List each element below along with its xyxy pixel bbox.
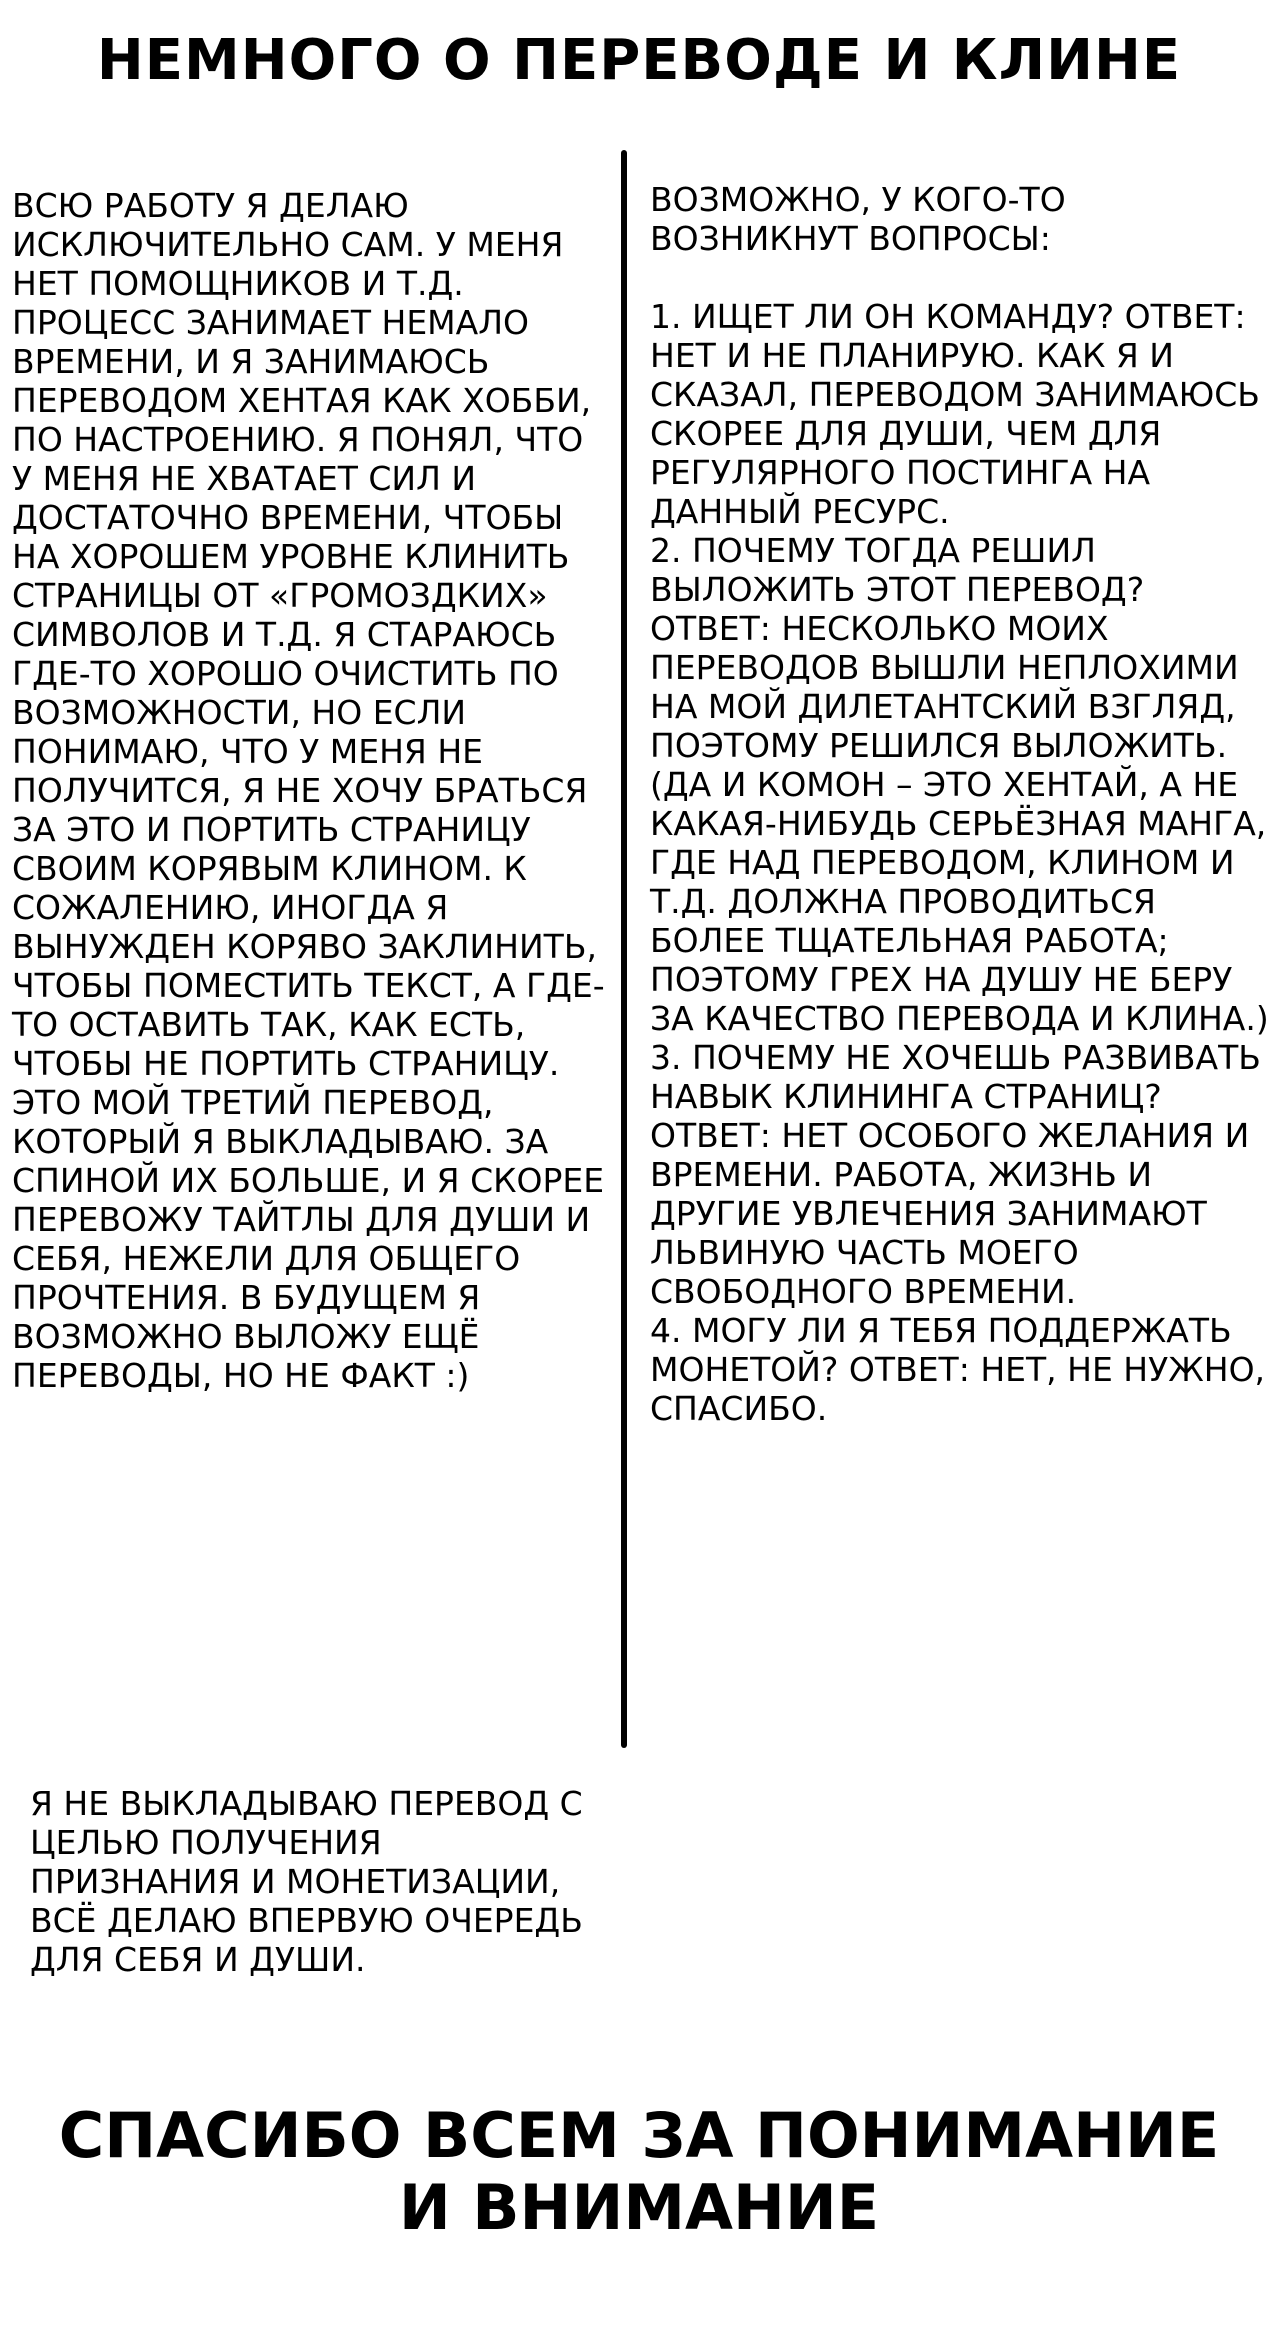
- page-title: НЕМНОГО О ПЕРЕВОДЕ И КЛИНЕ: [96, 28, 1182, 93]
- column-divider: [621, 150, 627, 1748]
- faq-item-3: 3. ПОЧЕМУ НЕ ХОЧЕШЬ РАЗВИВАТЬ НАВЫК КЛИНИНГА СТРАНИЦ? ОТВЕТ: НЕТ ОСОБОГО ЖЕЛАНИЯ И ВРЕМЕНИ. РАБОТА, ЖИЗНЬ И ДРУГИЕ УВЛЕЧЕНИЯ ЗАНИМАЮТ ЛЬВИНУЮ ЧАСТЬ МОЕГО СВОБОДНОГО ВРЕМЕНИ.: [650, 1038, 1261, 1311]
- thanks-heading: [0, 2100, 1278, 2244]
- closing-note: Я НЕ ВЫКЛАДЫВАЮ ПЕРЕВОД С ЦЕЛЬЮ ПОЛУЧЕНИЯ ПРИЗНАНИЯ И МОНЕТИЗАЦИИ, ВСЁ ДЕЛАЮ ВПЕРВУЮ ОЧЕРЕДЬ ДЛЯ СЕБЯ И ДУШИ.: [30, 1784, 583, 1979]
- right-column-faq: [650, 180, 1270, 1428]
- faq-item-4: 4. МОГУ ЛИ Я ТЕБЯ ПОДДЕРЖАТЬ МОНЕТОЙ? ОТВЕТ: НЕТ, НЕ НУЖНО, СПАСИБО.: [650, 1311, 1266, 1428]
- faq-item-1: 1. ИЩЕТ ЛИ ОН КОМАНДУ? ОТВЕТ: НЕТ И НЕ ПЛАНИРУЮ. КАК Я И СКАЗАЛ, ПЕРЕВОДОМ ЗАНИМАЮСЬ СКОРЕЕ ДЛЯ ДУШИ, ЧЕМ ДЛЯ РЕГУЛЯРНОГО ПОСТИНГА НА ДАННЫЙ РЕСУРС.: [650, 297, 1260, 531]
- faq-intro: ВОЗМОЖНО, У КОГО-ТО ВОЗНИКНУТ ВОПРОСЫ:: [650, 180, 1066, 258]
- left-column-paragraph: ВСЮ РАБОТУ Я ДЕЛАЮ ИСКЛЮЧИТЕЛЬНО САМ. У МЕНЯ НЕТ ПОМОЩНИКОВ И Т.Д. ПРОЦЕСС ЗАНИМАЕТ НЕМАЛО ВРЕМЕНИ, И Я ЗАНИМАЮСЬ ПЕРЕВОДОМ ХЕНТАЯ КАК ХОББИ, ПО НАСТРОЕНИЮ. Я ПОНЯЛ, ЧТО У МЕНЯ НЕ ХВАТАЕТ СИЛ И ДОСТАТОЧНО ВРЕМЕНИ, ЧТОБЫ НА ХОРОШЕМ УРОВНЕ КЛИНИТЬ СТРАНИЦЫ ОТ «ГРОМОЗДКИХ» СИМВОЛОВ И Т.Д. Я СТАРАЮСЬ ГДЕ-ТО ХОРОШО ОЧИСТИТЬ ПО ВОЗМОЖНОСТИ, НО ЕСЛИ ПОНИМАЮ, ЧТО У МЕНЯ НЕ ПОЛУЧИТСЯ, Я НЕ ХОЧУ БРАТЬСЯ ЗА ЭТО И ПОРТИТЬ СТРАНИЦУ СВОИМ КОРЯВЫМ КЛИНОМ. К СОЖАЛЕНИЮ, ИНОГДА Я ВЫНУЖДЕН КОРЯВО ЗАКЛИНИТЬ, ЧТОБЫ ПОМЕСТИТЬ ТЕКСТ, А ГДЕ-ТО ОСТАВИТЬ ТАК, КАК ЕСТЬ, ЧТОБЫ НЕ ПОРТИТЬ СТРАНИЦУ. ЭТО МОЙ ТРЕТИЙ ПЕРЕВОД, КОТОРЫЙ Я ВЫКЛАДЫВАЮ. ЗА СПИНОЙ ИХ БОЛЬШЕ, И Я СКОРЕЕ ПЕРЕВОЖУ ТАЙТЛЫ ДЛЯ ДУШИ И СЕБЯ, НЕЖЕЛИ ДЛЯ ОБЩЕГО ПРОЧТЕНИЯ. В БУДУЩЕМ Я ВОЗМОЖНО ВЫЛОЖУ ЕЩЁ ПЕРЕВОДЫ, НО НЕ ФАКТ :): [12, 186, 605, 1395]
- thanks-line-1: СПАСИБО ВСЕМ ЗА ПОНИМАНИЕ: [58, 2099, 1220, 2172]
- spacer: [650, 258, 1270, 297]
- faq-item-2: 2. ПОЧЕМУ ТОГДА РЕШИЛ ВЫЛОЖИТЬ ЭТОТ ПЕРЕВОД? ОТВЕТ: НЕСКОЛЬКО МОИХ ПЕРЕВОДОВ ВЫШЛИ НЕПЛОХИМИ НА МОЙ ДИЛЕТАНТСКИЙ ВЗГЛЯД, ПОЭТОМУ РЕШИЛСЯ ВЫЛОЖИТЬ. (ДА И КОМОН – ЭТО ХЕНТАЙ, А НЕ КАКАЯ-НИБУДЬ СЕРЬЁЗНАЯ МАНГА, ГДЕ НАД ПЕРЕВОДОМ, КЛИНОМ И Т.Д. ДОЛЖНА ПРОВОДИТЬСЯ БОЛЕЕ ТЩАТЕЛЬНАЯ РАБОТА; ПОЭТОМУ ГРЕХ НА ДУШУ НЕ БЕРУ ЗА КАЧЕСТВО ПЕРЕВОДА И КЛИНА.): [650, 531, 1269, 1038]
- left-column-text: [12, 186, 612, 1395]
- thanks-line-2: И ВНИМАНИЕ: [398, 2171, 880, 2244]
